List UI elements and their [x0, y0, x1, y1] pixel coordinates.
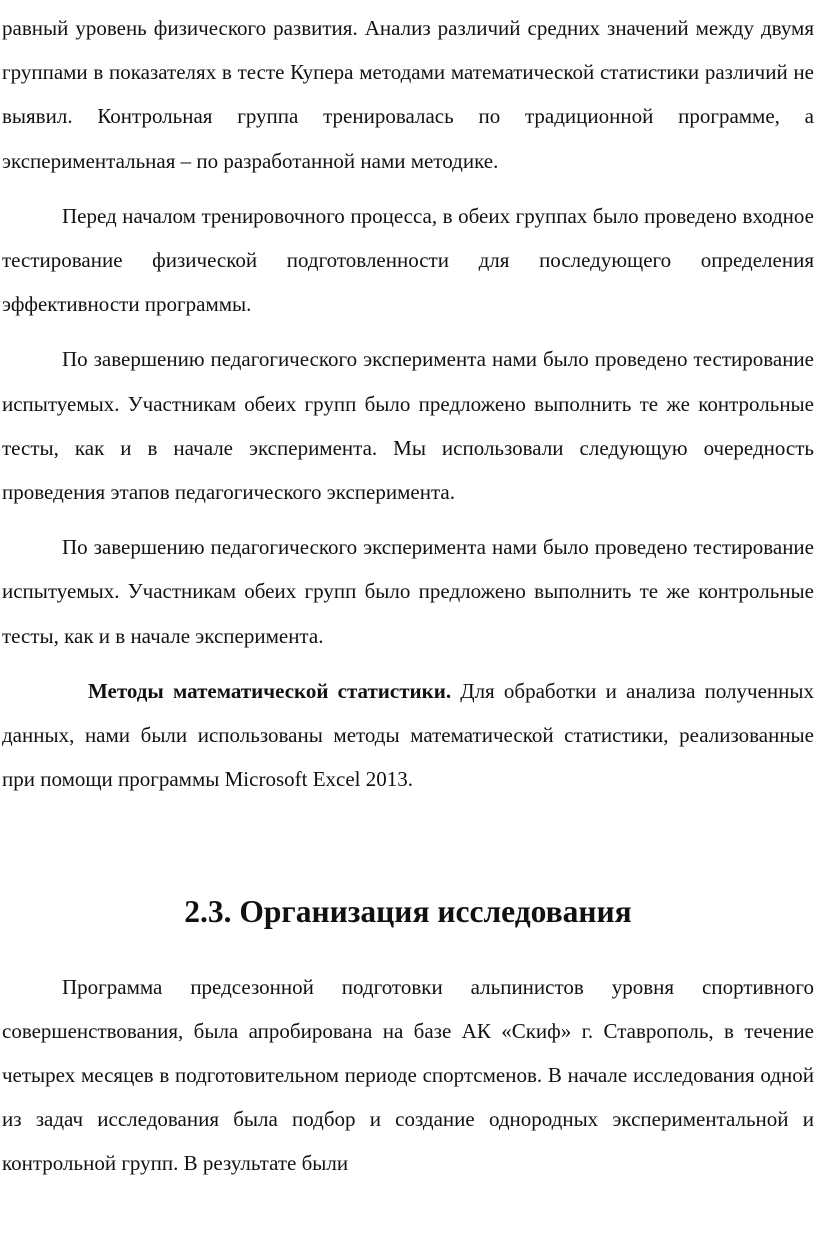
paragraph-final-testing-repeat: По завершению педагогического эксперимента нами было проведено тестирование испытуемых. Участникам обеих групп было предложено выполнить те же контрольные тесты, как и в начале эксперимента.	[2, 535, 814, 648]
paragraph-input-testing: Перед началом тренировочного процесса, в обеих группах было проведено входное тестирование физической подготовленности для последующего определения эффективности программы.	[2, 203, 814, 317]
paragraph-continuation: равный уровень физического развития. Анализ различий средних значений между двумя группами в показателях в тесте Купера методами математической статистики различий не выявил. Контрольная группа тренировалась по традиционной программе, а экспериментальная – по разработанной нами методике.	[2, 16, 814, 173]
statistics-methods-lead: Методы математической статистики.	[88, 678, 452, 703]
paragraph-research-organization: Программа предсезонной подготовки альпинистов уровня спортивного совершенствования, была апробирована на базе АК «Скиф» г. Ставрополь, в течение четырех месяцев в подготовительном периоде спортсменов. В начале исследования одной из задач исследования была подбор и создание однородных экспериментальной и контрольной групп. В результате были	[2, 974, 814, 1176]
statistics-methods-text: Для обработки и анализа полученных данных, нами были использованы методы математической статистики, реализованные при помощи программы Microsoft Excel 2013.	[2, 678, 815, 792]
paragraph-final-testing: По завершению педагогического эксперимента нами было проведено тестирование испытуемых. Участникам обеих групп было предложено выполнить те же контрольные тесты, как и в начале эксперимента. Мы использовали следующую очередность проведения этапов педагогического эксперимента.	[2, 347, 814, 505]
paragraph-statistics-methods	[2, 669, 814, 802]
section-heading: 2.3. Организация исследования	[184, 894, 632, 930]
